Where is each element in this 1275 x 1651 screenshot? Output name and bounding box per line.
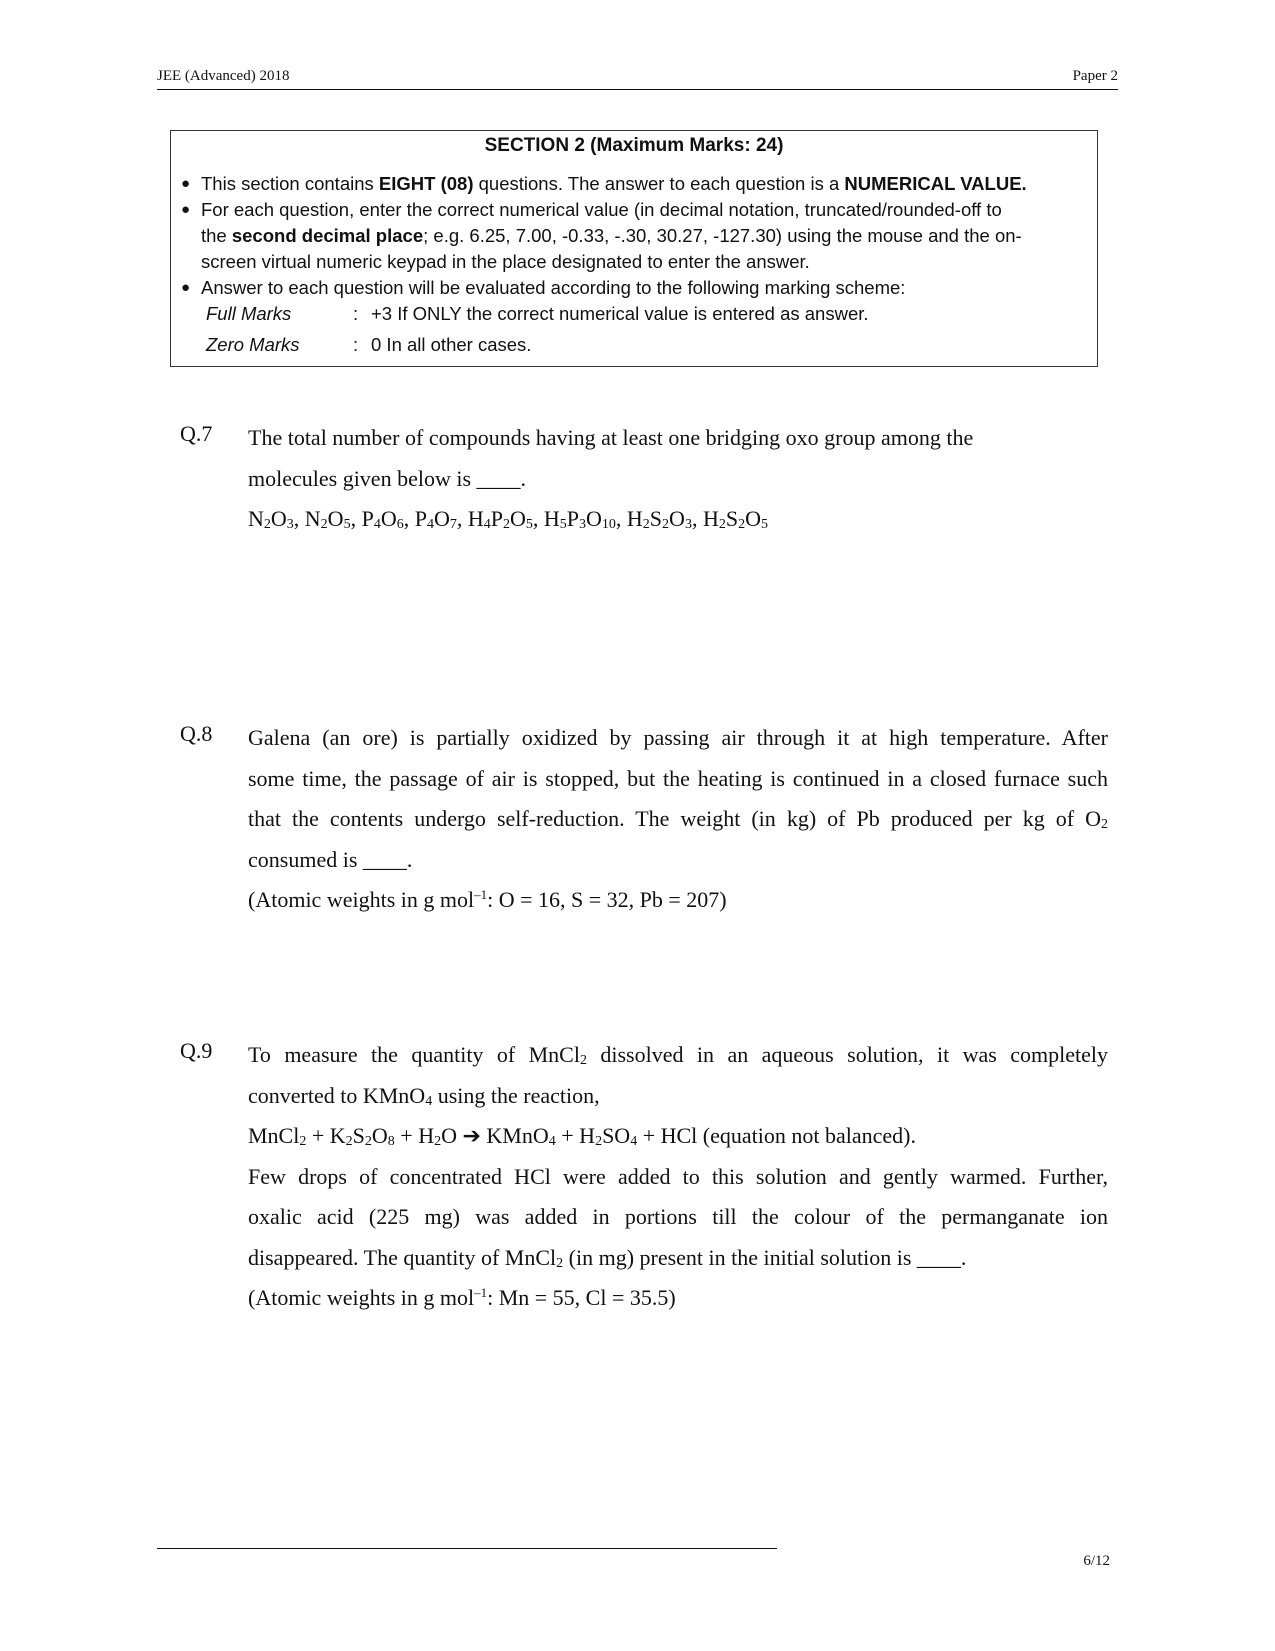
question-number: Q.8 xyxy=(180,721,213,746)
instruction-item: ● Answer to each question will be evaluated according to the following marking scheme: xyxy=(181,275,1077,301)
bullet-icon: ● xyxy=(181,201,191,218)
instruction-item: ● For each question, enter the correct numerical value (in decimal notation, truncated/rounded-off to the second decimal place; e.g. 6.25, 7.00, -0.33, -.30, 30.27, -127.30) using the mouse and the on- screen virtual numeric keypad in the place designated to enter the answer. xyxy=(181,197,1077,275)
question-body: Galena (an ore) is partially oxidized by passing air through it at high temperature. After some time, the passage of air is stopped, but the heating is continued in a closed furnace such that the contents undergo self-reduction. The weight (in kg) of Pb produced per kg of $O_2$ consumed is ____. (Atomic weights in g mol$^{-1}$: O = 16, S = 32, Pb = 207) xyxy=(248,725,1108,912)
question-number: Q.9 xyxy=(180,1038,213,1063)
molecule-list: $N_2O_3$, $N_2O_5$, $P_4O_6$, $P_4O_7$, $H_4P_2O_5$, $H_5P_3O_{10}$, $H_2S_2O_3$, $H_2S_2O_5$ xyxy=(248,506,768,532)
footer-rule xyxy=(157,1548,777,1549)
instruction-list xyxy=(181,171,1077,363)
question-body: The total number of compounds having at least one bridging oxo group among the molecules given below is ____. $N_2O_3$, $N_2O_5$, $P_4O_6$, $P_4O_7$, $H_4P_2O_5$, $H_5P_3O_{10}$, $H_2S_2O_3$, $H_2S_2O_5$ xyxy=(248,418,1108,540)
zero-marks-row: Zero Marks : 0 In all other cases. xyxy=(206,334,532,355)
header-rule xyxy=(157,89,1118,90)
section-title: SECTION 2 (Maximum Marks: 24) xyxy=(484,135,784,156)
bullet-icon: ● xyxy=(181,175,191,192)
page-number: 6/12 xyxy=(1083,1553,1110,1569)
section-instructions-box xyxy=(170,130,1098,367)
bullet-icon: ● xyxy=(181,279,191,296)
full-marks-row: Full Marks : +3 If ONLY the correct numerical value is entered as answer. xyxy=(206,303,869,324)
reaction-equation: MnCl$_2$ + $K_2S_2O_8 + H_2O$ ➔ KMnO$_4$ + $H_2SO_4$ + HCl (equation not balanced). xyxy=(248,1123,916,1149)
arrow-icon: ➔ xyxy=(462,1123,481,1148)
instruction-item: ● This section contains EIGHT (08) questions. The answer to each question is a NUMERICAL VALUE. xyxy=(181,171,1077,197)
question-number: Q.7 xyxy=(180,421,213,446)
question-body: To measure the quantity of MnCl$_2$ dissolved in an aqueous solution, it was completely converted to KMnO$_4$ using the reaction, MnCl$_2$ + $K_2S_2O_8 + H_2O$ ➔ KMnO$_4$ + $H_2SO_4$ + HCl (equation not balanced). Few drops of concentrated HCl were added to this solution and gently warmed. Further, oxalic acid (225 mg) was added in portions till the colour of the permanganate ion disappeared. The quantity of MnCl$_2$ (in mg) present in the initial solution is ____. (Atomic weights in g mol$^{-1}$: Mn = 55, Cl = 35.5) xyxy=(248,1042,1108,1310)
exam-title: JEE (Advanced) 2018 xyxy=(157,68,290,84)
paper-label: Paper 2 xyxy=(1072,68,1118,84)
